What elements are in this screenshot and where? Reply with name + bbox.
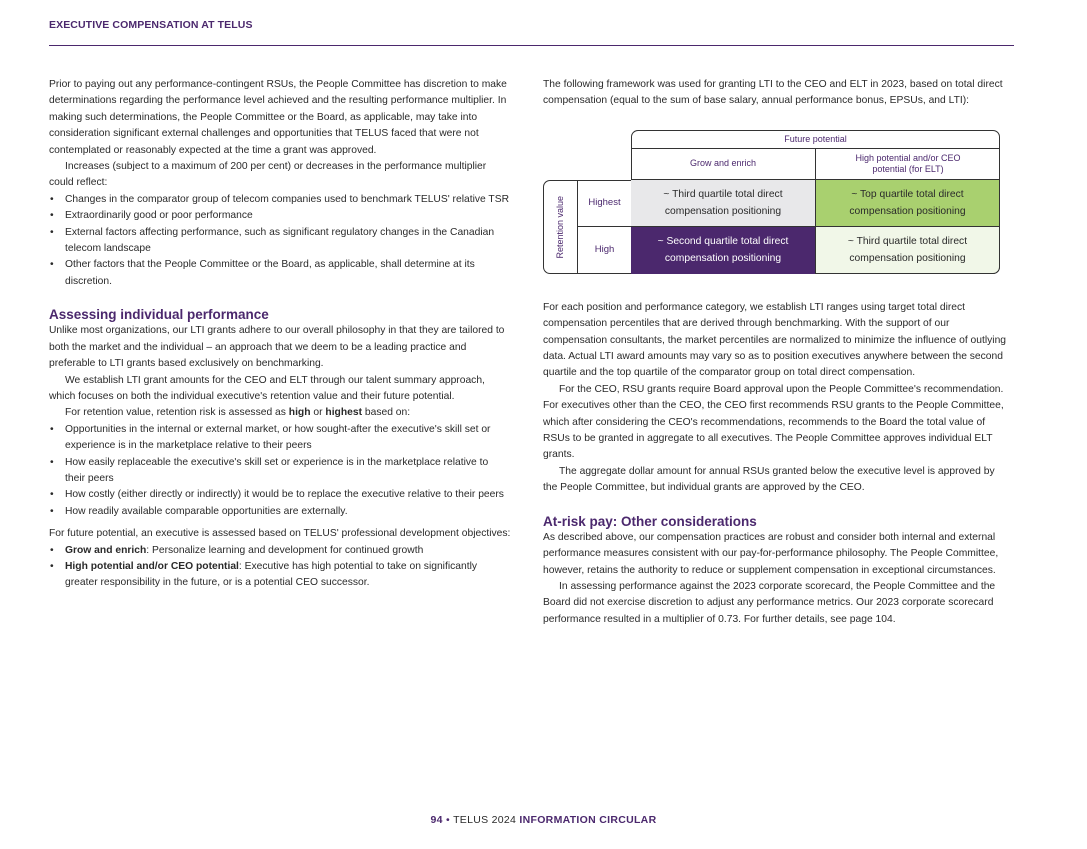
retention-value-header: Retention value [543, 180, 578, 274]
cell-high-high-potential: ~ Third quartile total direct compensation positioning [816, 227, 1000, 274]
assess-paragraph-1: Unlike most organizations, our LTI grants adhere to our overall philosophy in that they are tailored to both the market and the individual – an approach that we deem to be a leading practice and preferable to LTI grants based exclusively on benchmarking. [49, 325, 505, 370]
right-column [543, 77, 1008, 628]
list-item: • Opportunities in the internal or external market, or how sought-after the executive's skill set or experience is in the marketplace relative to their peers [49, 422, 511, 455]
row-header-high: High [594, 244, 615, 256]
list-item: • High potential and/or CEO potential: Executive has high potential to take on significantly greater responsibility in the future, or is a potential CEO successor. [49, 559, 511, 592]
future-potential-header: Future potential [631, 130, 1000, 149]
assess-paragraph-3: For retention value, retention risk is assessed as high or highest based on: [65, 407, 411, 419]
row-header-highest: Highest [578, 180, 631, 227]
footer-doc-name: TELUS 2024 [453, 814, 517, 826]
list-item: • Extraordinarily good or poor performance [49, 208, 511, 224]
cell-highest-high-potential: ~ Top quartile total direct compensation positioning [816, 180, 1000, 227]
list-item: • External factors affecting performance, such as significant regulatory changes in the Canadian telecom landscape [49, 225, 511, 258]
column-header-high-potential: High potential and/or CEO potential (for ELT) [816, 149, 1000, 180]
atrisk-paragraph-2: In assessing performance against the 2023 corporate scorecard, the People Committee and the Board did not exercise discretion to adjust any performance metrics. Our 2023 corporate scorecard performance resulted in a multiplier of 0.73. For further details, see page 104. [543, 580, 996, 625]
lti-paragraph-2: For the CEO, RSU grants require Board approval upon the People Committee's recommendation. For executives other than the CEO, the CEO first recommends RSU grants to the People Committee, which after considering the CEO's recommendations, recommends to the Board the total value of RSUs to be granted in aggregate to all executives. The People Committee approves individual ELT grants. [543, 383, 1004, 461]
assess-heading: Assessing individual performance [49, 307, 269, 323]
future-list [49, 543, 511, 592]
multiplier-paragraph: Increases (subject to a maximum of 200 per cent) or decreases in the performance multiplier could reflect: [49, 161, 487, 189]
lti-paragraph-3: The aggregate dollar amount for annual RSUs granted below the executive level is approved by the People Committee, but individual grants are approved by the CEO. [543, 465, 995, 494]
retention-list [49, 422, 511, 520]
list-item: • How easily replaceable the executive's skill set or experience is in the marketplace relative to their peers [49, 455, 511, 488]
section-title: EXECUTIVE COMPENSATION AT TELUS [49, 19, 253, 31]
reflect-list [49, 192, 511, 290]
term-high: high [288, 407, 311, 419]
page-number: 94 [430, 814, 443, 826]
left-column [49, 77, 511, 592]
footer-doc-type: INFORMATION CIRCULAR [519, 814, 657, 826]
list-item: • Changes in the comparator group of telecom companies used to benchmark TELUS' relative TSR [49, 192, 511, 208]
atrisk-heading: At-risk pay: Other considerations [543, 513, 757, 529]
lti-framework-table [543, 130, 1008, 300]
term-highest: highest [325, 407, 363, 419]
page-footer [0, 812, 1087, 828]
future-potential-paragraph: For future potential, an executive is assessed based on TELUS' professional development objectives: [49, 528, 511, 540]
column-header-grow: Grow and enrich [631, 149, 816, 180]
list-item: • How readily available comparable opportunities are externally. [49, 504, 511, 520]
intro-paragraph: Prior to paying out any performance-contingent RSUs, the People Committee has discretion to make determinations regarding the performance level achieved and the resulting performance multiplier. In making such determinations, the People Committee or the Board, as applicable, may take into consideration significant external challenges and opportunities that TELUS faced that were not contemplated or reasonably expected at the time a grant was approved. [49, 79, 507, 156]
atrisk-paragraph-1: As described above, our compensation practices are robust and consider both internal and external performance measures consistent with our pay-for-performance philosophy. The People Committee, however, retains the authority to reduce or supplement compensation in exceptional circumstances. [543, 531, 999, 576]
footer-separator: • [446, 814, 451, 826]
cell-high-grow: ~ Second quartile total direct compensation positioning [631, 227, 816, 274]
list-item: • Other factors that the People Committee or the Board, as applicable, shall determine at its discretion. [49, 257, 511, 290]
framework-intro: The following framework was used for granting LTI to the CEO and ELT in 2023, based on total direct compensation (equal to the sum of base salary, annual performance bonus, EPSUs, and LTI): [543, 79, 1003, 107]
cell-highest-grow: ~ Third quartile total direct compensation positioning [631, 180, 816, 227]
list-item: • How costly (either directly or indirectly) it would be to replace the executive relative to their peers [49, 487, 511, 503]
assess-paragraph-2: We establish LTI grant amounts for the CEO and ELT through our talent summary approach, which focuses on both the individual executive's retention value and their future potential. [49, 374, 485, 402]
list-item: • Grow and enrich: Personalize learning and development for continued growth [49, 543, 511, 559]
page-header [49, 17, 1014, 46]
lti-paragraph-1: For each position and performance category, we establish LTI ranges using target total direct compensation percentiles that are derived through benchmarking. With the support of our compensation consultants, the market percentiles are normalized to minimize the influence of outlying data. Actual LTI award amounts may vary so as to position executives anywhere between the second quartile and the top quartile of the comparator group on total direct compensation. [543, 301, 1007, 379]
